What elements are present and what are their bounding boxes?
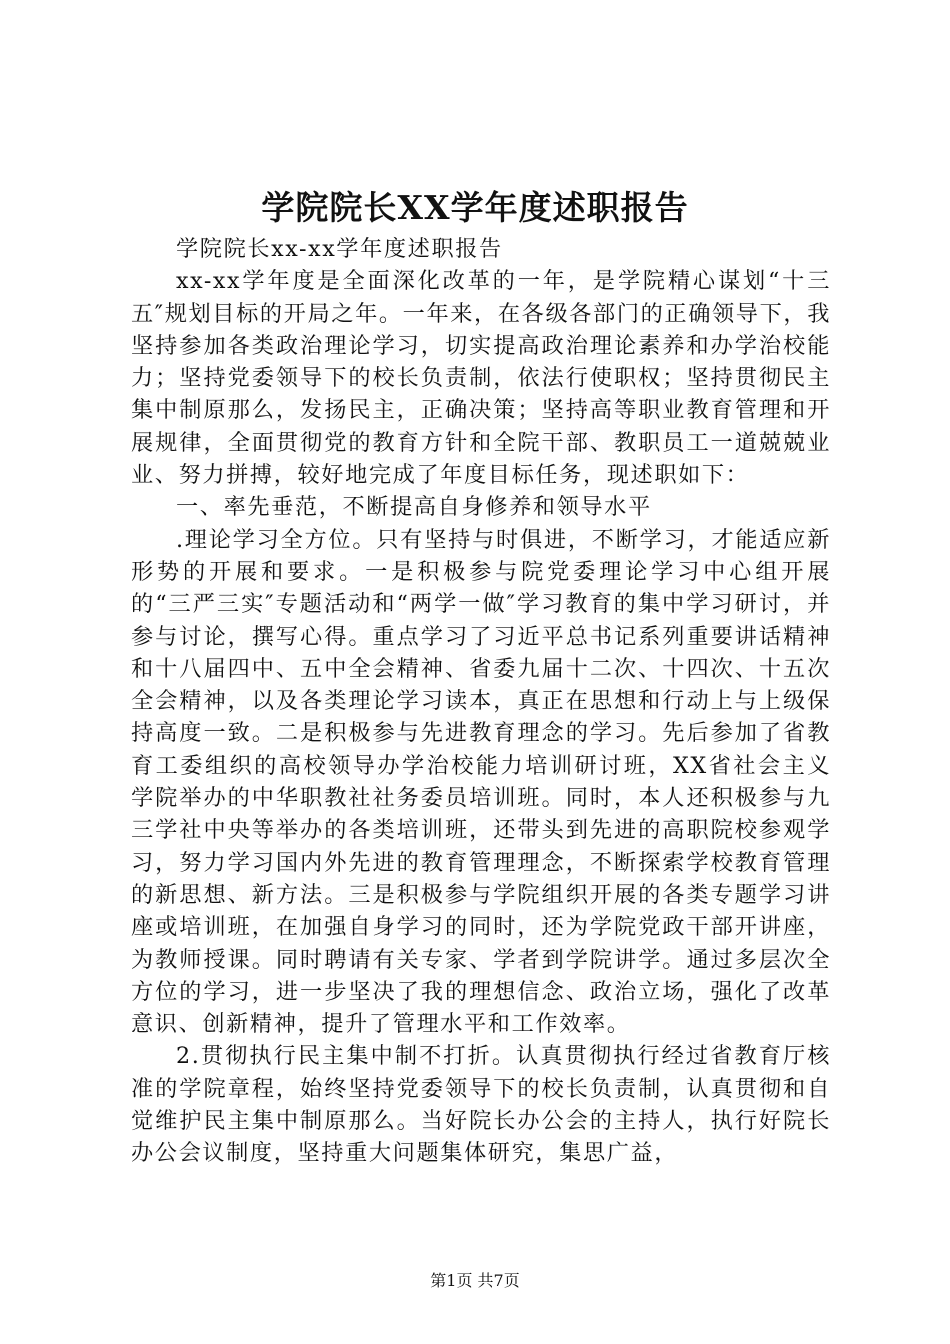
section-heading-1: 一、率先垂范，不断提高自身修养和领导水平 — [176, 494, 652, 521]
document-body — [131, 233, 831, 1170]
paragraph-theory-study: .理论学习全方位。只有坚持与时俱进，不断学习，才能适应新形势的开展和要求。一是积极参与院党委理论学习中心组开展的“三严三实″专题活动和“两学一做″学习教育的集中学习研讨，并参与讨论，撰写心得。重点学习了习近平总书记系列重要讲话精神和十八届四中、五中全会精神、省委九届十二次、十四次、十五次全会精神，以及各类理论学习读本，真正在思想和行动上与上级保持高度一致。二是积极参与先进教育理念的学习。先后参加了省教育工委组织的高校领导办学治校能力培训研讨班，XX省社会主义学院举办的中华职教社社务委员培训班。同时，本人还积极参与九三学社中央等举办的各类培训班，还带头到先进的高职院校参观学习，努力学习国内外先进的教育管理理念，不断探索学校教育管理的新思想、新方法。三是积极参与学院组织开展的各类专题学习讲座或培训班，在加强自身学习的同时，还为学院党政干部开讲座，为教师授课。同时聘请有关专家、学者到学院讲学。通过多层次全方位的学习，进一步坚决了我的理想信念、政治立场，强化了改革意识、创新精神，提升了管理水平和工作效率。 — [131, 526, 831, 1038]
document-subtitle: 学院院长xx-xx学年度述职报告 — [176, 236, 503, 262]
document-title: 学院院长XX学年度述职报告 — [261, 188, 689, 227]
paragraph-intro: xx-xx学年度是全面深化改革的一年，是学院精心谋划“十三五″规划目标的开局之年。一年来，在各级各部门的正确领导下，我坚持参加各类政治理论学习，切实提高政治理论素养和办学治校能力；坚持党委领导下的校长负责制，依法行使职权；坚持贯彻民主集中制原那么，发扬民主，正确决策；坚持高等职业教育管理和开展规律，全面贯彻党的教育方针和全院干部、教职员工一道兢兢业业、努力拼搏，较好地完成了年度目标任务，现述职如下： — [131, 268, 831, 489]
page-number: 第1页 共7页 — [430, 1271, 520, 1290]
paragraph-democratic-centralism: 2.贯彻执行民主集中制不打折。认真贯彻执行经过省教育厅核准的学院章程，始终坚持党委领导下的校长负责制，认真贯彻和自觉维护民主集中制原那么。当好院长办公会的主持人，执行好院长办公会议制度，坚持重大问题集体研究，集思广益， — [131, 1043, 831, 1167]
